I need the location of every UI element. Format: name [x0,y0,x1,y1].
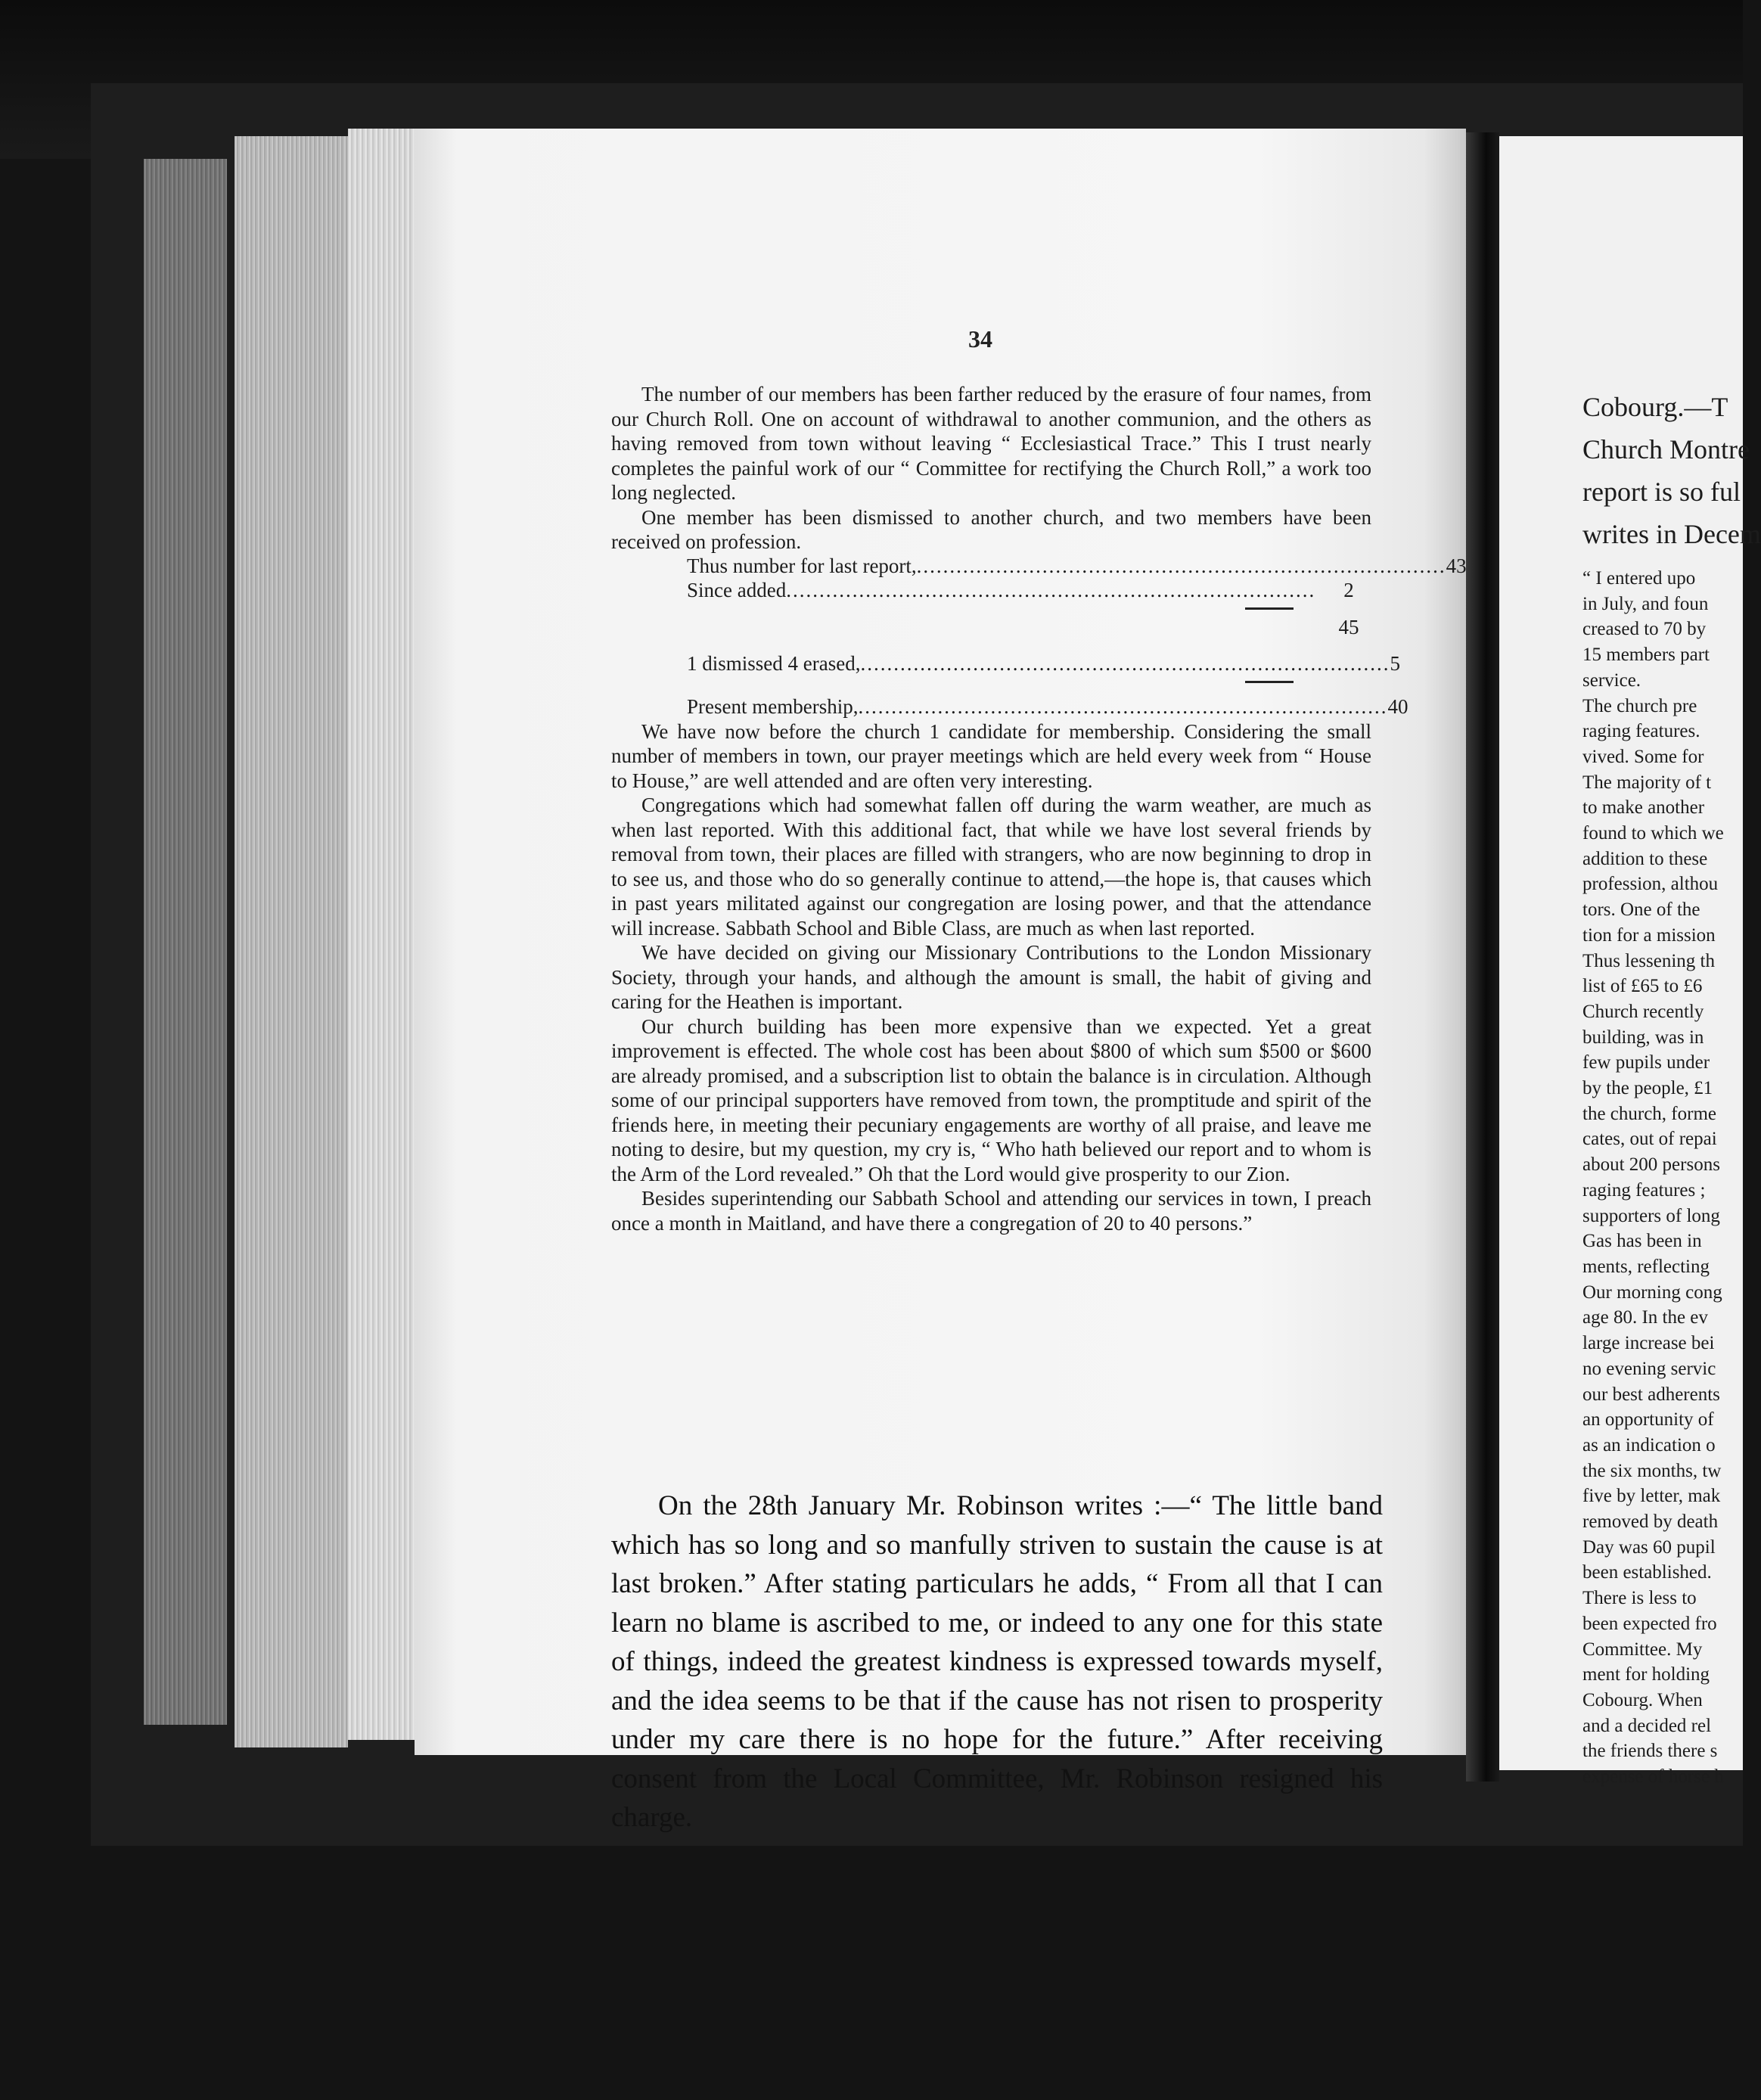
paragraph: Besides superintending our Sabbath School and attending our services in town, I preach once a month in Maitland, and have there a congregation of 20 to 40 persons.” [611,1187,1371,1235]
right-page-line: There is less to [1582,1588,1697,1609]
paragraph: One member has been dismissed to another church, and two members have been received on profession. [611,505,1371,553]
row-label: Since added [687,579,787,601]
right-page-line: tion for a mission [1582,924,1716,946]
right-page-line: Cobourg. When [1582,1689,1703,1710]
row-label: 1 dismissed 4 erased, [687,652,861,675]
right-page-line: five by letter, mak [1582,1486,1721,1507]
subtotal-value: 45 [1338,616,1359,638]
page-edges-inner [348,129,416,1740]
right-page-line: the church, forme [1582,1103,1717,1124]
table-row [611,652,1400,676]
right-page-text [1582,386,1761,1790]
right-page-line: Our morning cong [1582,1281,1722,1303]
right-page-line: the six months, tw [1582,1460,1722,1481]
right-page-line: to make another [1582,797,1705,819]
row-value: 5 [1390,652,1400,675]
right-page-line: service. [1582,669,1641,691]
right-page-line: ment for holding [1582,1664,1710,1685]
right-page-line: The church pre [1582,695,1697,716]
dot-leader: ................................................................................ [786,579,1316,601]
right-page-line: few pupils under [1582,1052,1710,1073]
row-label: Present membership, [687,695,859,718]
right-page-line: about 200 persons [1582,1154,1720,1176]
right-page-line: tors. One of the [1582,899,1700,921]
right-page-line: removed by death [1582,1511,1719,1533]
right-page-line: found to which we [1582,823,1724,844]
right-page-line: “ I entered upo [1582,568,1696,589]
right-page-line: expense of horse h [1582,1766,1724,1788]
right-page-line: raging features ; [1582,1179,1706,1201]
right-page-line: addition to these [1582,848,1708,869]
right-page-line: been expected fro [1582,1613,1717,1634]
left-page-text [611,382,1467,1235]
dot-leader: ................................................................................ [858,695,1388,718]
table-row [611,616,1371,640]
right-page-line: Gas has been in [1582,1231,1702,1252]
large-paragraph: On the 28th January Mr. Robinson writes :—“ The little band which has so long and so manfully striven to sustain the cause is at last broken.” After stating particulars he adds, “ From all that I can learn no blame is ascribed to me, or indeed to any one for this state of things, indeed the greatest kindness is expressed towards myself, and the idea seems to be that if the cause has not risen to prosperity under my care there is no hope for the future.” After receiving consent from the Local Committee, Mr. Robinson resigned his charge. [611,1490,1383,1833]
right-page-small-lines [1582,566,1743,1790]
page-edges-outer [144,159,227,1725]
left-page-large-text [611,1486,1383,1837]
page-number: 34 [968,325,992,353]
right-page-line: creased to 70 by [1582,619,1707,640]
book-gutter [1466,132,1499,1782]
membership-table [611,555,1467,719]
dot-leader: ................................................................................ [860,652,1390,675]
right-page-line: as an indication o [1582,1434,1716,1455]
row-label: Thus number for last report, [687,555,917,577]
right-page-line: large increase bei [1582,1333,1715,1354]
table-row [611,695,1408,719]
right-page-line: writes in Decem [1582,519,1761,549]
right-page-line: and a decided rel [1582,1715,1712,1736]
sum-rule [1245,681,1294,683]
row-value: 43 [1446,555,1467,577]
right-page-line: The majority of t [1582,772,1712,793]
right-page-line: Committee. My [1582,1639,1703,1660]
paragraph: Congregations which had somewhat fallen off during the warm weather, are much as when last reported. With this additional fact, that while we have lost several friends by removal from town, their places are filled with strangers, who are now beginning to drop in to see us, and those who do so generally continue to attend,—the hope is, that causes which in past years militated against our congregation are losing power, and that the attendance will increase. Sabbath School and Bible Class, are much as when last reported. [611,794,1371,940]
table-row [611,555,1467,579]
right-page-line: 15 members part [1582,645,1710,666]
row-value: 40 [1387,695,1408,718]
sum-rule [1245,607,1294,610]
right-page-line: building, was in [1582,1027,1704,1048]
paragraph: We have decided on giving our Missionary Contributions to the London Missionary Society, through your hands, and although the amount is small, the habit of giving and caring for the Heathen is important. [611,941,1371,1013]
right-page-line: Day was 60 pupil [1582,1536,1716,1558]
right-page-line: profession, althou [1582,874,1719,895]
paragraph: We have now before the church 1 candidate for membership. Considering the small number of members in town, our prayer meetings which are held every week from “ House to House,” are well attended and are often very interesting. [611,719,1371,792]
page-edges-middle [234,136,348,1747]
table-row [611,579,1371,603]
row-value: 2 [1343,579,1354,601]
right-page-line: by the people, £1 [1582,1078,1713,1099]
right-page-line: Cobourg.—T [1582,392,1728,422]
right-page-line: been established. [1582,1562,1712,1583]
right-page-line: ments, reflecting [1582,1256,1710,1277]
right-page-line: the friends there s [1582,1741,1718,1762]
right-page-line: Church recently [1582,1001,1704,1022]
right-page-line: supporters of long [1582,1205,1720,1226]
right-page-line: no evening servic [1582,1358,1716,1379]
right-page-line: our best adherents [1582,1384,1720,1405]
dot-leader: ................................................................................ [916,555,1446,577]
right-page-line: Thus lessening th [1582,950,1715,971]
right-page-line: list of £65 to £6 [1582,976,1703,997]
right-page-line: cates, out of repai [1582,1129,1717,1150]
right-page-line: vived. Some for [1582,746,1704,767]
paragraph: Our church building has been more expensive than we expected. Yet a great improvement is effected. The whole cost has been about $800 of which sum $500 or $600 are already promised, and a subscription list to obtain the balance is in circulation. Although some of our principal supporters have removed from town, the promptitude and spirit of the friends here, in meeting their pecuniary engagements are worthy of all praise, and leave me noting to desire, but my question, my cry is, “ Who hath believed our report and to whom is the Arm of the Lord revealed.” Oh that the Lord would give prosperity to our Zion. [611,1014,1371,1185]
right-page-line: Church Montre [1582,434,1750,464]
right-page-line: raging features. [1582,721,1700,742]
right-page-line: an opportunity of [1582,1409,1714,1431]
right-page-line: report is so ful [1582,477,1741,507]
right-page-line: age 80. In the ev [1582,1307,1708,1328]
paragraph: The number of our members has been farther reduced by the erasure of four names, from our Church Roll. One on account of withdrawal to another communion, and the others as having removed from town without leaving “ Ecclesiastical Trace.” This I trust nearly completes the painful work of our “ Committee for rectifying the Church Roll,” a work too long neglected. [611,383,1371,504]
right-page-line: in July, and foun [1582,593,1709,614]
